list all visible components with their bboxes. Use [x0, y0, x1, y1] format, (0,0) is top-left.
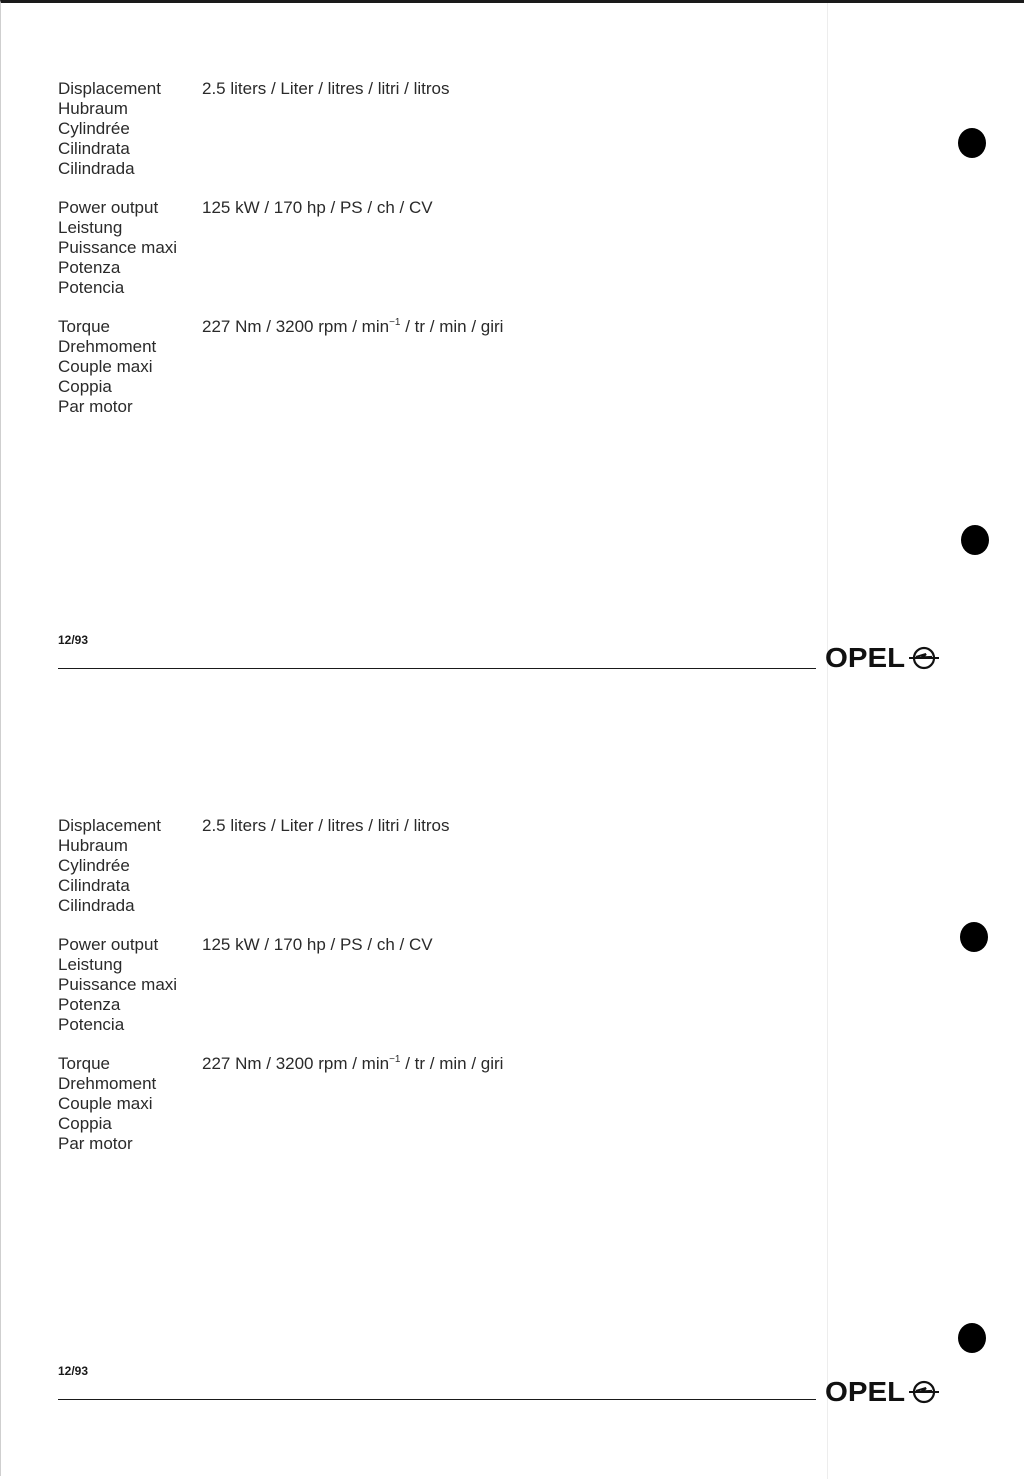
label-fr: Couple maxi [58, 1094, 153, 1113]
value-rest: / tr / min / giri [400, 317, 504, 336]
spec-value [202, 198, 433, 218]
value-main: 227 Nm / 3200 rpm / min [202, 317, 390, 336]
value-rest: / tr / min / giri [400, 1054, 504, 1073]
value-main: 2.5 liters / Liter / litres / litri / litros [202, 79, 450, 98]
spec-value [202, 935, 433, 955]
label-it: Potenza [58, 995, 121, 1014]
spec-value [202, 317, 503, 337]
label-es: Par motor [58, 397, 133, 416]
spec-labels [58, 816, 161, 916]
label-en: Torque [58, 317, 110, 336]
opel-logo [825, 1378, 939, 1406]
label-es: Potencia [58, 1015, 125, 1034]
label-fr: Puissance maxi [58, 238, 178, 257]
footer-rule [58, 1399, 816, 1400]
opel-logo [825, 644, 939, 672]
label-it: Cilindrata [58, 139, 130, 158]
label-en: Displacement [58, 79, 161, 98]
label-fr: Cylindrée [58, 119, 130, 138]
label-fr: Puissance maxi [58, 975, 178, 994]
footer-rule [58, 668, 816, 669]
label-es: Potencia [58, 278, 125, 297]
opel-blitz-icon [909, 646, 939, 670]
label-en: Power output [58, 935, 159, 954]
label-en: Torque [58, 1054, 110, 1073]
spec-labels [58, 198, 177, 298]
spec-labels [58, 317, 156, 417]
spec-labels [58, 1054, 156, 1154]
label-es: Par motor [58, 1134, 133, 1153]
label-en: Displacement [58, 816, 161, 835]
punch-hole [958, 1323, 986, 1353]
value-main: 125 kW / 170 hp / PS / ch / CV [202, 935, 433, 954]
label-it: Cilindrata [58, 876, 130, 895]
label-it: Potenza [58, 258, 121, 277]
spec-value [202, 816, 450, 836]
label-de: Hubraum [58, 836, 128, 855]
punch-hole [958, 128, 986, 158]
label-fr: Couple maxi [58, 357, 153, 376]
issue-date: 12/93 [58, 1364, 89, 1378]
label-it: Coppia [58, 1114, 112, 1133]
value-superscript: −1 [389, 1054, 401, 1065]
punch-hole [960, 922, 988, 952]
spec-labels [58, 935, 177, 1035]
brand-wordmark: OPEL [825, 642, 906, 673]
label-it: Coppia [58, 377, 112, 396]
value-main: 2.5 liters / Liter / litres / litri / litros [202, 816, 450, 835]
label-de: Hubraum [58, 99, 128, 118]
value-main: 227 Nm / 3200 rpm / min [202, 1054, 390, 1073]
label-de: Drehmoment [58, 337, 157, 356]
label-de: Leistung [58, 218, 123, 237]
spec-labels [58, 79, 161, 179]
value-superscript: −1 [389, 317, 401, 328]
label-de: Leistung [58, 955, 123, 974]
spec-sheet-1 [1, 3, 1024, 739]
punch-hole [961, 525, 989, 555]
value-main: 125 kW / 170 hp / PS / ch / CV [202, 198, 433, 217]
label-es: Cilindrada [58, 896, 135, 915]
spec-sheet-2 [1, 740, 1024, 1476]
label-en: Power output [58, 198, 159, 217]
issue-date: 12/93 [58, 633, 89, 647]
label-de: Drehmoment [58, 1074, 157, 1093]
brand-wordmark: OPEL [825, 1376, 906, 1407]
spec-value [202, 1054, 503, 1074]
opel-blitz-icon [909, 1380, 939, 1404]
spec-value [202, 79, 450, 99]
label-es: Cilindrada [58, 159, 135, 178]
label-fr: Cylindrée [58, 856, 130, 875]
